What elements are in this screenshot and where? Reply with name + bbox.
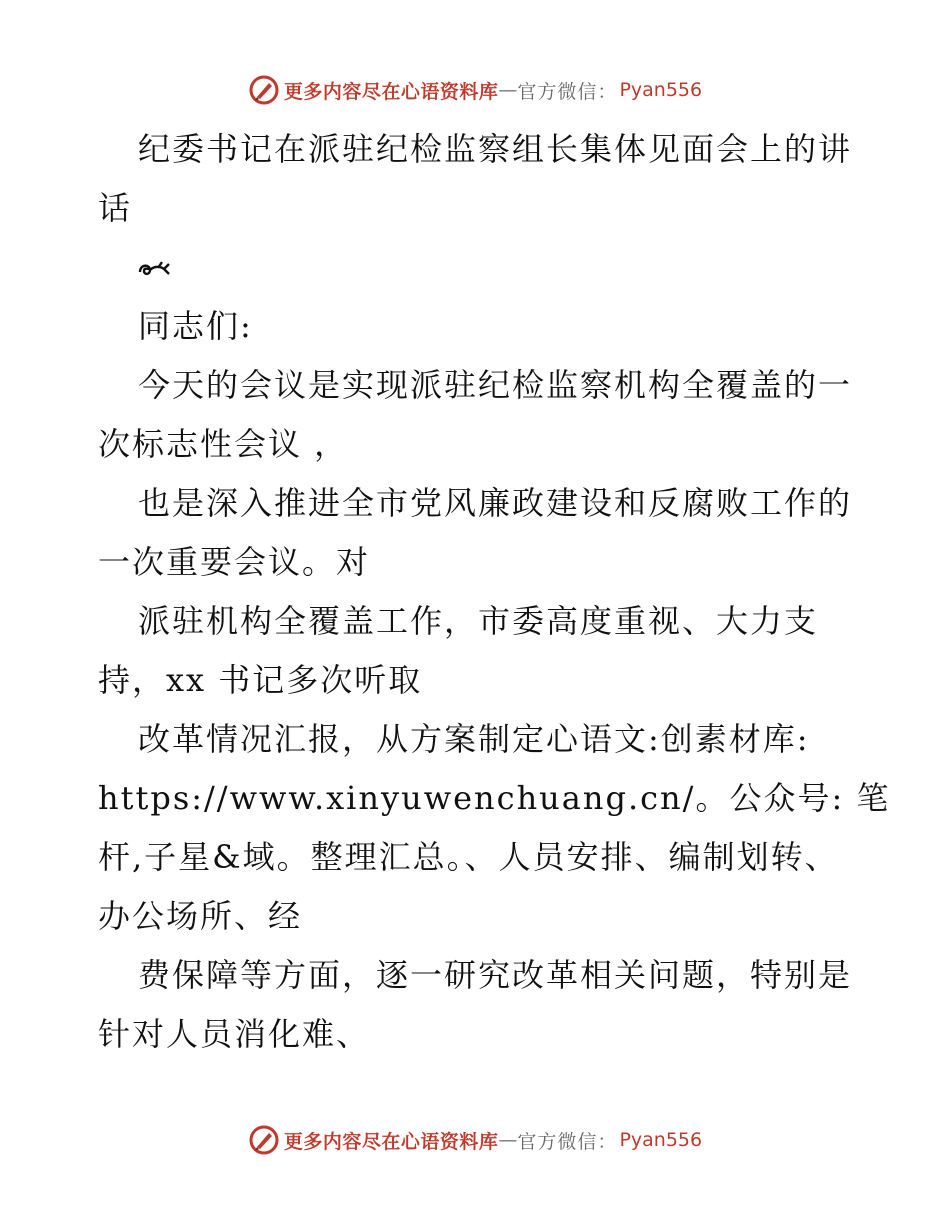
document-title-line-1: 纪委书记在派驻纪检监察组长集体见面会上的讲 — [138, 130, 853, 168]
watermark-title: 更多内容尽在心语资料库 — [283, 80, 499, 103]
paragraph-line-url: https://www.xinyuwenchuang.cn/。公众号: 笔 — [98, 779, 891, 817]
watermark-title: 更多内容尽在心语资料库 — [283, 1130, 499, 1153]
document-body — [98, 120, 891, 1064]
watermark-wechat-id: Pyan556 — [619, 79, 703, 101]
paragraph-line: 今天的会议是实现派驻纪检监察机构全覆盖的一 — [138, 366, 853, 404]
salutation: 同志们: — [138, 307, 253, 345]
flourish-icon — [136, 258, 172, 280]
paragraph-line: 针对人员消化难、 — [98, 1015, 371, 1053]
watermark-dash: — — [498, 1129, 518, 1151]
paragraph-line: 也是深入推进全市党风廉政建设和反腐败工作的 — [138, 484, 853, 522]
pen-logo-icon — [248, 1124, 280, 1156]
document-title-line-2: 话 — [98, 189, 133, 227]
paragraph-line: 次标志性会议 ， — [98, 425, 349, 463]
ornament-icon — [98, 238, 858, 297]
paragraph-line: 一次重要会议。对 — [98, 543, 371, 581]
paragraph-line: 派驻机构全覆盖工作，市委高度重视、大力支 — [138, 602, 819, 640]
paragraph-line: 持，xx 书记多次听取 — [98, 661, 423, 699]
watermark-dash: — — [498, 79, 518, 101]
header-watermark — [0, 70, 950, 110]
watermark-wechat-id: Pyan556 — [619, 1129, 703, 1151]
paragraph-line: 改革情况汇报，从方案制定心语文:创素材库: — [138, 720, 810, 758]
pen-logo-icon — [248, 74, 280, 106]
paragraph-line: 杆,子星&域。整理汇总。、人员安排、编制划转、 — [98, 838, 839, 876]
paragraph-line: 办公场所、经 — [98, 897, 303, 935]
watermark-wechat-label: 官方微信： — [517, 1130, 618, 1153]
paragraph-line: 费保障等方面，逐一研究改革相关问题，特别是 — [138, 956, 853, 994]
watermark-wechat-label: 官方微信： — [517, 80, 618, 103]
footer-watermark — [0, 1120, 950, 1160]
